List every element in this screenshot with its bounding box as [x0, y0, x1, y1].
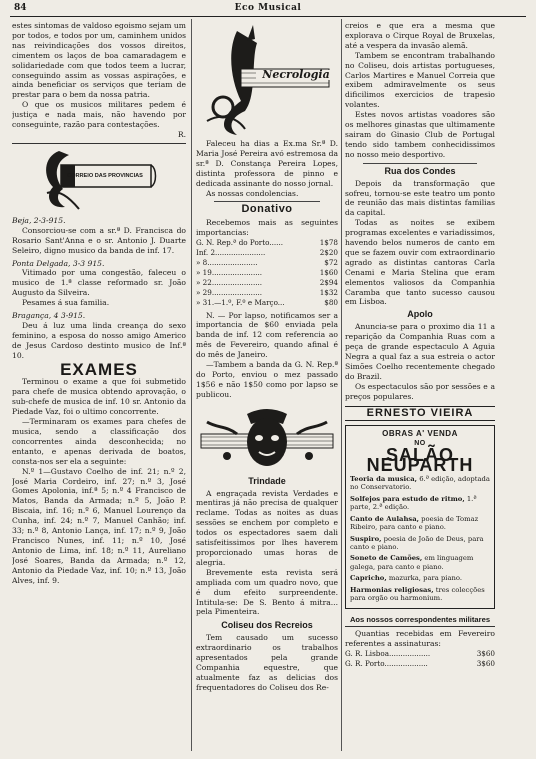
- provinces-banner: [12, 147, 186, 213]
- donation-value: $80: [324, 297, 338, 307]
- subscription-label: G. R. Lisboa..................: [345, 649, 431, 659]
- subscription-row: [345, 659, 495, 669]
- dispatch-place: Beja, 2-3-915.: [12, 215, 66, 225]
- column-1: [12, 21, 186, 753]
- ad-item: [350, 535, 490, 552]
- dispatch-place: Ponta Delgada, 3-3 915.: [12, 258, 105, 268]
- donation-label: » 22......................: [196, 277, 263, 287]
- article-text: Tambem se encontram trabalhando no Coliseu, dois artistas portugueses, Carlos Martires e Manuel Correia que exibem admiravelmente os seus dificilimos exercicios de trapesio volantes.: [345, 50, 495, 110]
- column-divider: [341, 19, 342, 751]
- exames-heading: EXAMES: [60, 359, 138, 379]
- correspondents-heading: Aos nossos correspondentes militares: [345, 615, 495, 627]
- ad-item-title: Soneto de Camões,: [350, 554, 423, 563]
- article-text: Tem causado um sucesso extraordinario os trabalhos apresentados pela grande Companhia equestre, que atualmente faz as delicias dos frequentadores do Coliseu dos Re-: [196, 633, 338, 692]
- donation-value: 1$78: [319, 238, 338, 248]
- ad-item-title: Solfejos para estudo de ritmo,: [350, 494, 465, 503]
- ad-item-text: poesia de João de Deus, para canto e piano.: [350, 534, 484, 551]
- article-text: Recebemos mais as seguintes importancias:: [196, 218, 338, 238]
- apolo-heading: Apolo: [407, 309, 433, 320]
- donation-value: 1$60: [319, 267, 338, 277]
- article-text: —Tambem a banda da G. N. Rep.ª do Porto, enviou o mez passado 1$56 e não 1$50 como por lapso se publicou.: [196, 360, 338, 399]
- ad-item: [350, 574, 490, 582]
- ad-item-text: poesia de Tomaz Ribeiro, para canto e piano.: [350, 514, 479, 532]
- article-text: Consorciou-se com a sr.ª D. Francisca do Rosario Sant'Anna e o sr. Antonio J. Duarte Seleiro, digno musico da banda de inf. 17.: [12, 225, 186, 255]
- necrology-banner: [196, 21, 338, 139]
- article-text: Deu á luz uma linda creança do sexo feminino, a esposa do nosso amigo Americo de Jesus Cardoso destinto musico de Inf.ª 10.: [12, 320, 186, 360]
- article-text: Brevemente esta revista será ampliada com um quadro novo, que é dum efeito surpreendente. Intitula-se: De S. Bento á mitra... pela Pimenteira.: [196, 567, 338, 617]
- column-divider: [191, 19, 192, 751]
- dispatch-place: Bragança, 4 3-915.: [12, 311, 86, 321]
- article-text: Faleceu ha dias a Ex.ma Sr.ª D. Maria José Pereira avó estremosa da sr.ª D. Constança Pereira Lopes, distinta professora de pinno e dedicada assinante do nosso jornal.: [196, 139, 338, 188]
- donation-row: [196, 248, 338, 258]
- donation-row: [196, 238, 338, 248]
- ad-item: [350, 495, 490, 512]
- page-header: [10, 4, 526, 16]
- ad-item-text: 1.ª parte, 2.ª edição.: [350, 494, 477, 512]
- article-text: Pesames á sua familia.: [22, 298, 110, 308]
- theatre-banner: [196, 404, 338, 474]
- column-3: [345, 21, 495, 753]
- donation-row: [196, 268, 338, 278]
- article-text: A engraçada revista Verdades e mentiras já não precisa de qualquer reclame. Todas as noites as duas sessões se enchem por completo e todos os espectadores saem dali satisfeitissimos por lhes haverem proporcionado umas horas de alegria.: [196, 488, 338, 567]
- donation-row: [196, 258, 338, 268]
- provinces-banner-text: CORREIO DAS PROVINCIAS: [67, 172, 143, 179]
- subscription-list: [345, 649, 495, 669]
- article-text: Estes novos artistas voadores são os melhores ginastas que ultimamente sairam do Ginasio Club de Portugal tendo sido tambem conhecidissimos no nosso meio desportivo.: [345, 110, 495, 159]
- ad-box-title: OBRAS A' VENDA: [382, 429, 458, 439]
- necrology-banner-text: Necrologia: [256, 70, 336, 80]
- donation-label: » 31.—1.º, F.º e Março...: [196, 297, 285, 307]
- ad-item-text: 6.ª edição, adoptada no Conservatorio.: [350, 475, 490, 492]
- article-text: As nossas condolencias.: [206, 188, 299, 198]
- ad-item-title: Suspiro,: [350, 534, 382, 543]
- ad-item-title: Teoria da musica,: [350, 475, 418, 484]
- article-text: Anuncia-se para o proximo dia 11 a reparição da Companhia Ruas com a peça de grande espectaculo A Aguia Negra a qual faz a sua estreia o actor Simões Coelho recentemente chegado do Brazil.: [345, 322, 495, 381]
- condes-heading: Rua dos Condes: [384, 165, 456, 176]
- theatre-mask-ornament-icon: [197, 404, 337, 474]
- article-text: Os espectaculos são por sessões e a preços populares.: [345, 381, 495, 401]
- ad-box-no: NO: [414, 440, 426, 448]
- ad-item-title: Canto de Aulahsa,: [350, 514, 419, 523]
- article-text: Vitimado por uma congestão, faleceu o musico de 1.ª classe reformado sr. João Augusto da Silveira.: [12, 268, 186, 298]
- donation-label: » 29......................: [196, 287, 263, 297]
- article-text: Terminou o exame a que foi submetido para chefe de musica obtendo aprovação, o sub-chefe de musica de inf. 10 sr. Antonio da Piedade Vaz, foi o ultimo concorrente.: [12, 377, 186, 417]
- donation-label: G. N. Rep.ª do Porto......: [196, 238, 284, 248]
- article-text: O que os musicos militares pedem é justiça e nada mais, não havendo por conseguinte, razão para contestações.: [12, 100, 186, 130]
- subscription-value: 3$60: [476, 658, 495, 668]
- donation-value: 2$20: [319, 248, 338, 258]
- donation-row: [196, 298, 338, 308]
- article-text: Depois da transformação que sofreu, tornou-se este teatro um ponto de reunião das mais distintas familias da capital.: [345, 178, 495, 218]
- advertiser-name: ERNESTO VIEIRA: [345, 406, 495, 422]
- subscription-value: 3$60: [476, 649, 495, 659]
- ad-item-title: Harmonias religiosas,: [350, 585, 434, 594]
- ad-item-text: tres colecções para orgão ou harmonium.: [350, 585, 485, 602]
- donativo-heading: Donativo: [241, 203, 293, 216]
- subscription-label: G. R. Porto...................: [345, 658, 428, 668]
- ad-item: [350, 554, 490, 571]
- article-text: Todas as noites se exibem programas excelentes e variadissimos, havendo belos numeros de canto em que se fazem ouvir com extraordinario agrado as distintas cantoras Carla Cenami e Maria Stelina que eram elementos valiosos da Companhia Caramba que tanto sucesso causou em Lisboa.: [345, 218, 495, 307]
- donation-value: $72: [324, 257, 338, 267]
- ad-item: [350, 586, 490, 603]
- ad-item: [350, 515, 490, 532]
- store-name: SALÃO NEUPARTH: [366, 445, 474, 476]
- article-text: Quantias recebidas em Fevereiro referentes a assinaturas:: [345, 629, 495, 649]
- donation-value: 2$94: [319, 277, 338, 287]
- newspaper-title: Eco Musical: [234, 3, 302, 13]
- article-text: N.º 1—Gustavo Coelho de inf. 21; n.º 2, José Maria Cordeiro, inf. 27; n.º 3, José Gomes Apolonia, inf.ª 5; n.º 4 Francisco de Matos, Banda da Armada; n.º 5, João P. Biscaia, inf. 16; n.º 6, Manuel Lourenço da Cunha, inf. 24; n.º 7, Manuel Canhão; inf. 33; n.º 8, Antonio Lança, inf. 17; n.º 9, João Francisco Nunes, inf. 11; n.º 10, José Antonio de Lima, inf. 18; n.º 11, Aureliano José Soares, Banda da Armada; n.º 12, Antonio da Piedade Vaz, inf. 10; n.º 13, João Alves, inf. 9.: [12, 466, 186, 585]
- subscription-row: [345, 649, 495, 659]
- article-text: N. — Por lapso, notificamos ser a importancia de $60 enviada pela banda de inf. 12 com referencia ao mês de Fevereiro, quando afinal é do mês de Janeiro.: [196, 310, 338, 360]
- advertisement-box: [345, 425, 495, 609]
- ad-item-title: Capricho,: [350, 574, 387, 583]
- article-text: creios e que era a mesma que explorava o Cirque Royal de Bruxelas, até a vespera da invasão alemã.: [345, 21, 495, 50]
- ad-item: [350, 475, 490, 492]
- donation-list: [196, 238, 338, 307]
- ad-item-text: em linguagem galega, para canto e piano.: [350, 554, 474, 571]
- donation-row: [196, 288, 338, 298]
- header-rule: [10, 16, 526, 17]
- article-text: —Terminaram os exames para chefes de musica, sendo a classificação dos concorrentes ainda desconhecida; no entanto, e apenas derivada de boatos, consta-nos ser ela a seguinte:: [12, 417, 186, 466]
- column-2: [196, 21, 338, 753]
- coliseu-heading: Coliseu dos Recreios: [221, 620, 313, 631]
- trindade-heading: Trindade: [248, 475, 286, 486]
- article-text: estes sintomas de valdoso egoismo sejam um por todos, e todos por um, caminhem unidos nas reivindicações dos vossos direitos, cimentem os laços de boa camaradagem e solidariedade com que todos teem a lucrar, conseguindo assim as vossas aspirações, e ainda beneficiar os serviços que teriam de prestar para o bem da nossa patria.: [12, 21, 186, 100]
- donation-row: [196, 278, 338, 288]
- ad-item-text: mazurka, para piano.: [388, 574, 463, 583]
- donation-label: » 19......................: [196, 267, 263, 277]
- page-number: 84: [14, 3, 27, 13]
- donation-label: Inf. 2......................: [196, 248, 266, 258]
- donation-value: 1$32: [319, 287, 338, 297]
- author-signature: R.: [177, 129, 186, 139]
- donation-label: » 8......................: [196, 257, 258, 267]
